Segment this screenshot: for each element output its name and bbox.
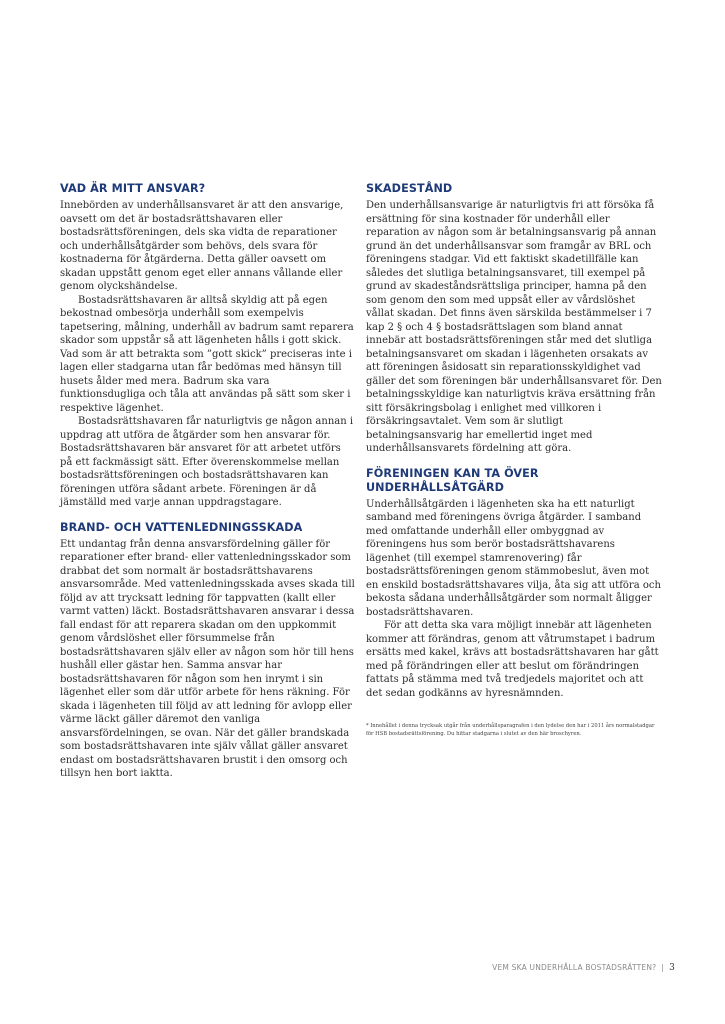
paragraph: Den underhållsansvarige är naturligtvis fri att försöka få ersättning för sina kostnader för underhåll eller reparation av någon som är betalningsansvarig på annan grund än det underhållsansvar som framgår av BRL och föreningens stadgar. Vid ett faktiskt skadetillfälle kan således det slutliga betalningsansvaret, till exempel på grund av skadeståndsrättsliga principer, hamna på den som genom den som med uppsåt eller av vårdslöshet vållat skadan. Det finns även särskilda bestämmelser i 7 kap 2 § och 4 § bostadsrättslagen som bland annat innebär att bostadsrättsföreningen står med det slutliga betalningsansvaret om skadan i lägenheten orsakats av att föreningen åsidosatt sin reparationsskyldighet vad gäller det som föreningen bär underhållsansvaret för. Den betalningsskyldige kan naturligtvis kräva ersättning från sitt försäkringsbolag i enlighet med villkoren i försäkringsavtalet. Vem som är slutligt betalningsansvarig har emellertid inget med underhållsansvarets fördelning att göra. (366, 200, 662, 454)
footer-separator: | (661, 963, 665, 972)
paragraph: Bostadsrättshavaren får naturligtvis ge någon annan i uppdrag att utföra de åtgärder som hen ansvarar för. Bostadsrättshavaren bär ansvaret för att arbetet utförs på ett fackmässigt sätt. Efter överenskommelse mellan bostadsrättsföreningen och bostadsrättshavaren kan föreningen utföra sådant arbete. Föreningen är då jämställd med varje annan uppdragstagare. (60, 416, 354, 508)
paragraph: Innebörden av underhållsansvaret är att den ansvarige, oavsett om det är bostadsrättshavaren eller bostadsrättsföreningen, dels ska vidta de reparationer och underhållsåtgärder som behövs, dels svara för kostnaderna för åtgärderna. Detta gäller oavsett om skadan uppstått genom eget eller annans vållande eller genom olyckshändelse. (60, 200, 344, 292)
section-heading-ansvar: VAD ÄR MITT ANSVAR? (60, 182, 206, 195)
section-heading-skadestand: SKADESTÅND (366, 182, 453, 195)
paragraph: Ett undantag från denna ansvarsfördelning gäller för reparationer efter brand- eller vattenledningsskador som drabbat det som normalt är bostadsrättshavarens ansvarsområde. Med vattenledningsskada avses skada till följd av att trycksatt ledning för tappvatten (kallt eller varmt vatten) läckt. Bostadsrättshavaren ansvarar i dessa fall endast för att reparera skadan om den uppkommit genom vårdslöshet eller försummelse från bostadsrättshavaren själv eller av någon som hör till hens hushåll eller gästar hen. Samma ansvar har bostadsrättshavaren för någon som hen inrymt i sin lägenhet eller som där utför arbete för hens räkning. För skada i lägenheten till följd av att ledning för avlopp eller värme läckt gäller däremot den vanliga ansvarsfördelningen, se ovan. När det gäller brandskada som bostadsrättshavaren inte själv vållat gäller ansvaret endast om bostadsrättshavaren brustit i den omsorg och tillsyn hen bort iaktta. (60, 538, 355, 779)
page-footer (492, 963, 675, 973)
section-heading-foreningen: FÖRENINGEN KAN TA ÖVER UNDERHÅLLSÅTGÄRD (366, 466, 539, 494)
footer-title: VEM SKA UNDERHÅLLA BOSTADSRÄTTEN? (492, 963, 657, 972)
right-column (366, 182, 662, 738)
footnote: * Innehållet i denna trycksak utgår från underhållsparagrafen i den lydelse den har i 2011 års normalstadgar för HSB bostadsrättsförening. Du hittar stadgarna i slutet av den här broschyren. (366, 723, 655, 737)
paragraph: Bostadsrättshavaren är alltså skyldig att på egen bekostnad ombesörja underhåll som exempelvis tapetsering, målning, underhåll av badrum samt reparera skador som uppstår så att lägenheten hålls i gott skick. Vad som är att betrakta som ”gott skick” preciseras inte i lagen eller stadgarna utan får bedömas med hänsyn till husets ålder med mera. Badrum ska vara funktionsdugliga och tåla att användas på sätt som sker i respektive lägenhet. (60, 294, 354, 414)
paragraph: För att detta ska vara möjligt innebär att lägenheten kommer att förändras, genom att våtrumstapet i badrum ersätts med kakel, krävs att bostadsrättshavaren har gått med på förändringen eller att beslut om förändringen fattats på stämma med två tredjedels majoritet och att det sedan godkänns av hyresnämnden. (366, 620, 659, 699)
page-number: 3 (669, 963, 675, 973)
left-column (60, 182, 356, 781)
section-heading-brand-vatten: BRAND- OCH VATTENLEDNINGSSKADA (60, 520, 303, 534)
paragraph: Underhållsåtgärden i lägenheten ska ha ett naturligt samband med föreningens övriga åtgärder. I samband med omfattande underhåll eller ombyggnad av föreningens hus som berör bostadsrättshavarens lägenhet (till exempel stamrenovering) får bostadsrättsföreningen genom stämmobeslut, även mot en enskild bostadsrättshavares vilja, åta sig att utföra och bekosta sådana underhållsåtgärder som normalt åligger bostadsrättshavaren. (366, 498, 661, 618)
